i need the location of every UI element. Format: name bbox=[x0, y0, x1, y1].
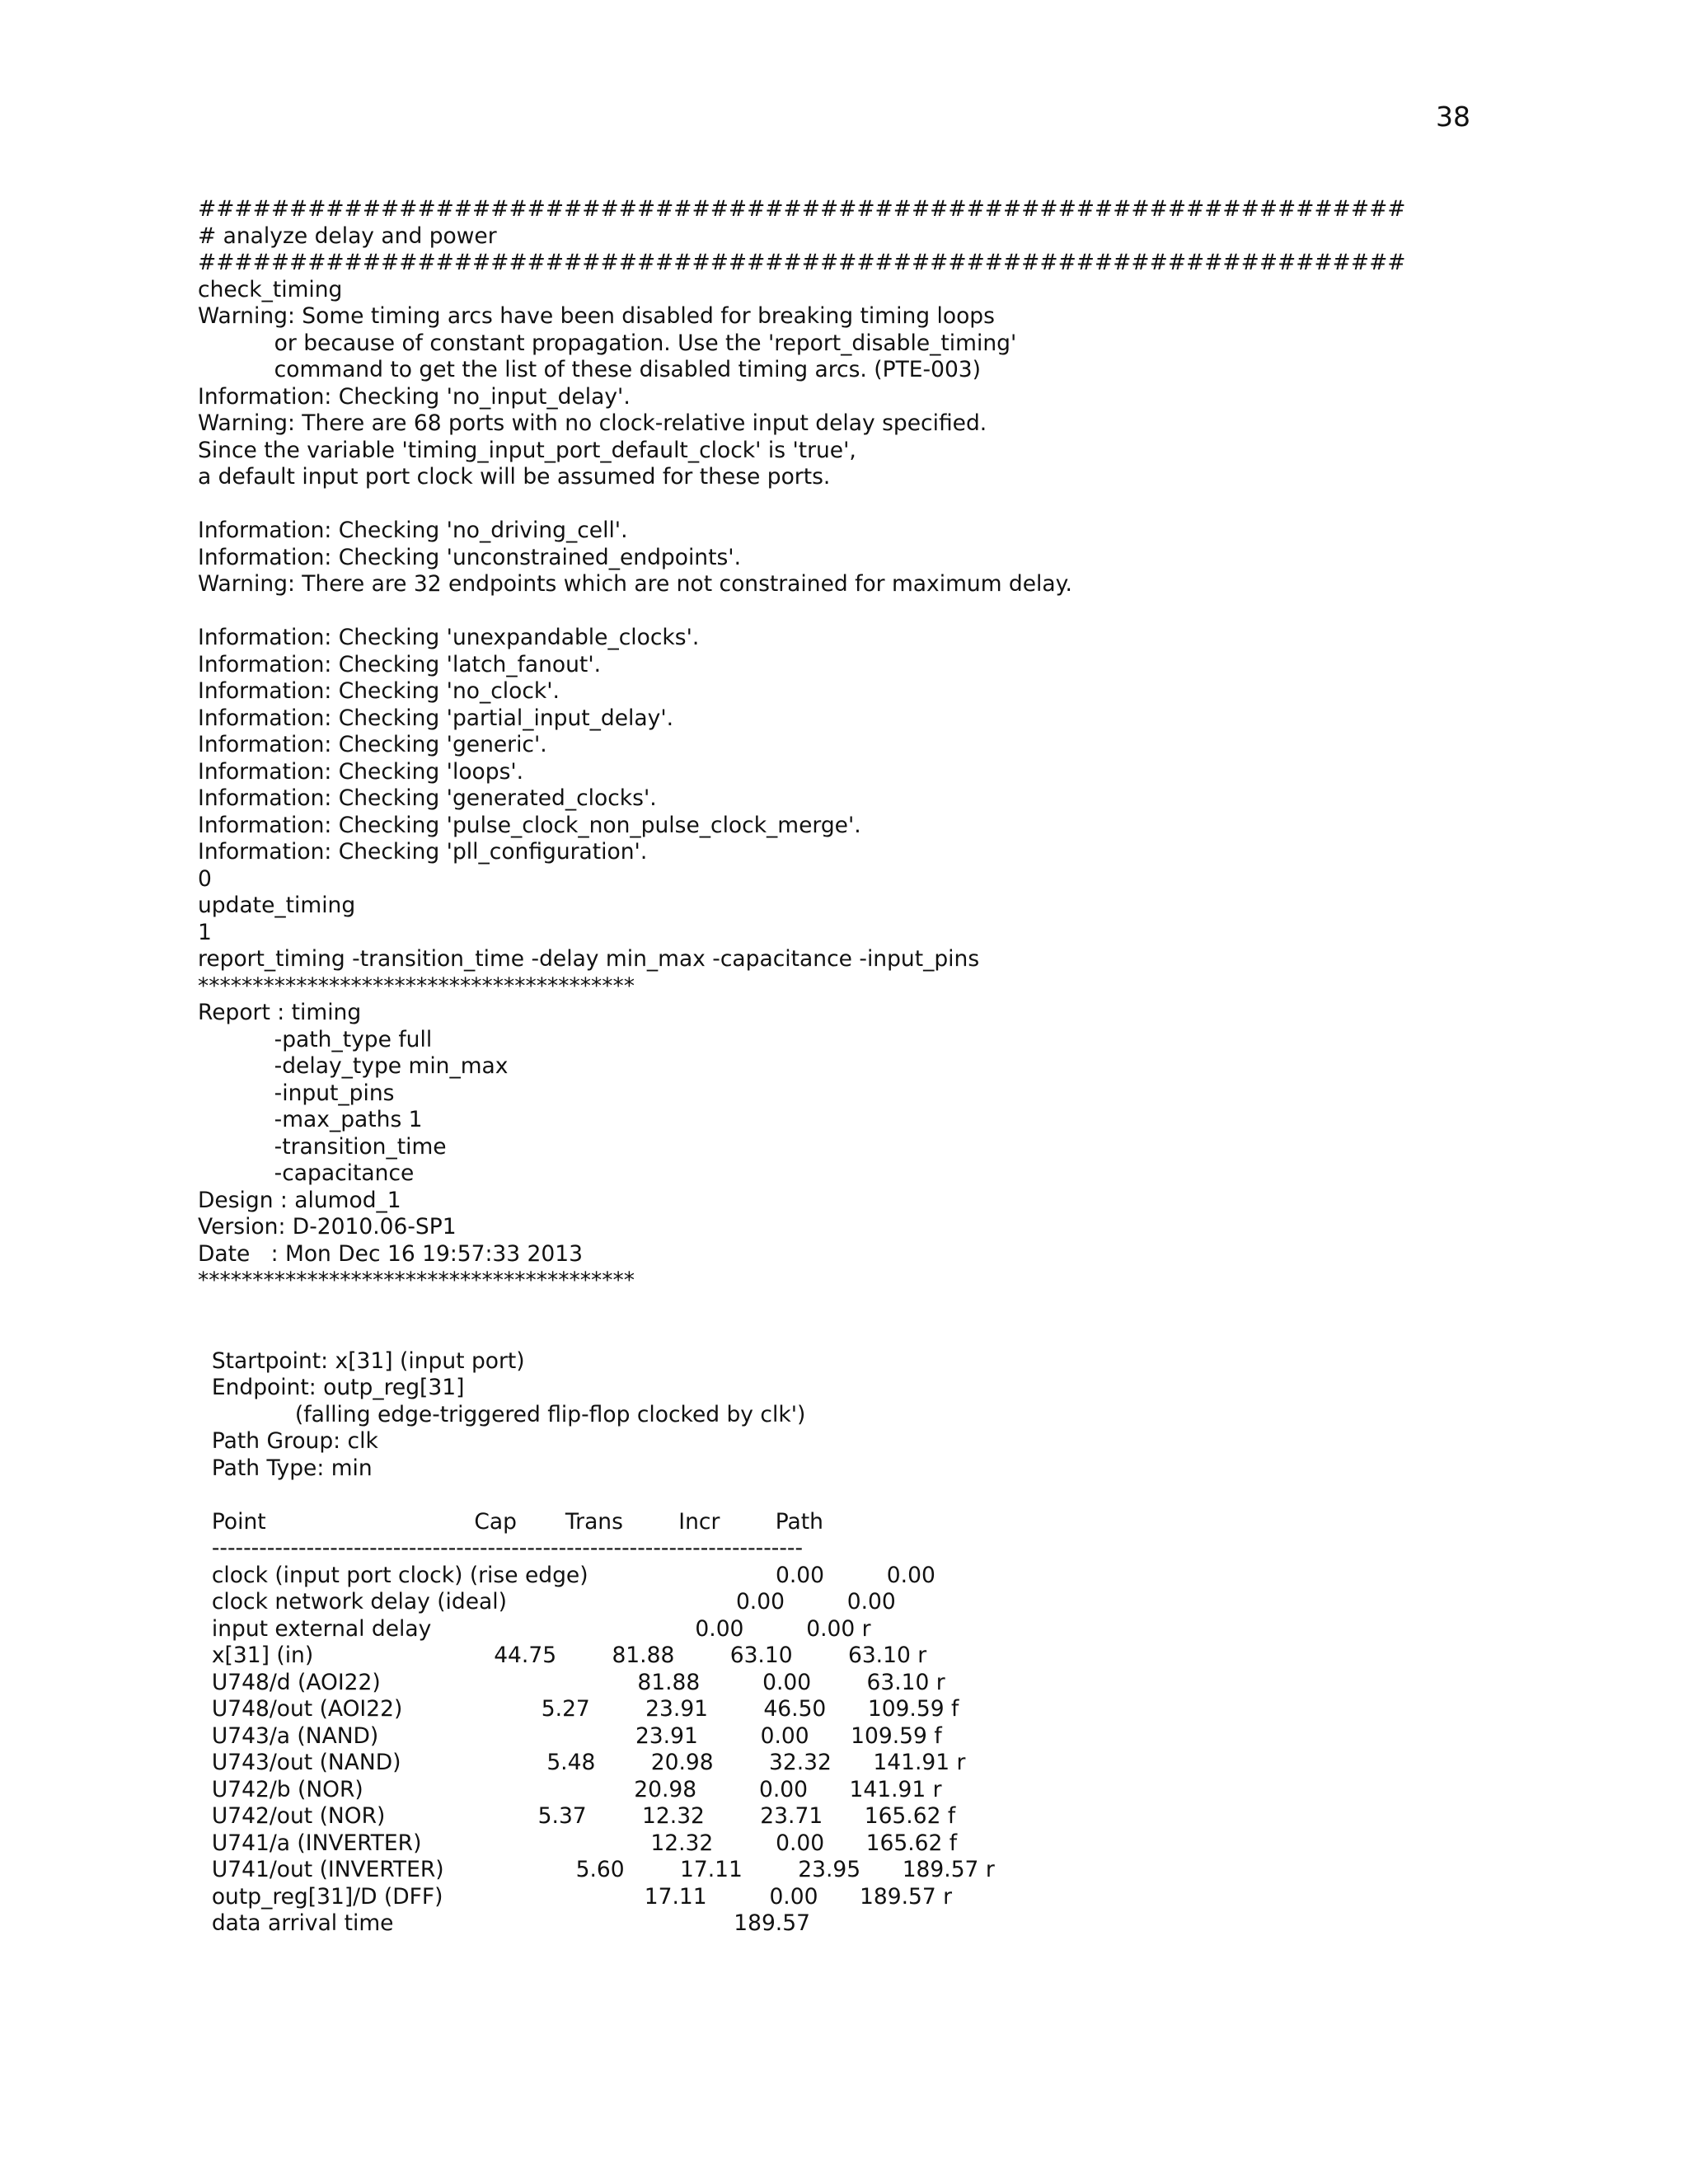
log-line: Information: Checking 'generic'. bbox=[198, 732, 547, 757]
log-line: U743/a (NAND) 23.91 0.00 109.59 f bbox=[198, 1722, 942, 1749]
log-line: Information: Checking 'no_driving_cell'. bbox=[198, 518, 628, 543]
blank-line bbox=[198, 598, 1599, 626]
log-line: -delay_type min_max bbox=[198, 1053, 509, 1079]
log-line: Date : Mon Dec 16 19:57:33 2013 bbox=[198, 1240, 583, 1267]
log-line: ################################################################## bbox=[198, 196, 1406, 222]
log-line: U748/out (AOI22) 5.27 23.91 46.50 109.59 f bbox=[198, 1696, 959, 1722]
log-line: U748/d (AOI22) 81.88 0.00 63.10 r bbox=[198, 1669, 945, 1695]
log-line: (falling edge-triggered flip-flop clocked by clk') bbox=[198, 1401, 806, 1427]
log-line: a default input port clock will be assumed for these ports. bbox=[198, 464, 831, 490]
terminal-log bbox=[198, 196, 1599, 1938]
log-line: report_timing -transition_time -delay min_max -capacitance -input_pins bbox=[198, 946, 980, 972]
log-line: clock (input port clock) (rise edge) 0.00 0.00 bbox=[198, 1562, 935, 1588]
log-line: U742/b (NOR) 20.98 0.00 141.91 r bbox=[198, 1776, 942, 1802]
page-number: 38 bbox=[1436, 101, 1470, 133]
log-line: Point Cap Trans Incr Path bbox=[198, 1508, 823, 1535]
log-line: Version: D-2010.06-SP1 bbox=[198, 1214, 457, 1240]
log-line: Information: Checking 'unconstrained_endpoints'. bbox=[198, 544, 742, 570]
log-line: Since the variable 'timing_input_port_default_clock' is 'true', bbox=[198, 437, 856, 463]
log-line: or because of constant propagation. Use the 'report_disable_timing' bbox=[198, 330, 1017, 356]
log-line: -transition_time bbox=[198, 1133, 447, 1160]
log-line: ################################################################## bbox=[198, 250, 1406, 275]
log-line: Information: Checking 'pll_configuration'. bbox=[198, 839, 648, 865]
log-line: U743/out (NAND) 5.48 20.98 32.32 141.91 r bbox=[198, 1750, 966, 1775]
log-line: Warning: There are 32 endpoints which are not constrained for maximum delay. bbox=[198, 571, 1072, 597]
log-line: clock network delay (ideal) 0.00 0.00 bbox=[198, 1589, 896, 1615]
log-line: Information: Checking 'no_input_delay'. bbox=[198, 383, 631, 410]
log-line: 0 bbox=[198, 865, 212, 892]
log-line: -max_paths 1 bbox=[198, 1107, 423, 1132]
log-line: Design : alumod_1 bbox=[198, 1187, 401, 1213]
log-line: Information: Checking 'partial_input_delay'. bbox=[198, 705, 674, 731]
log-line: Endpoint: outp_reg[31] bbox=[198, 1375, 465, 1400]
log-line: **************************************** bbox=[198, 1268, 635, 1293]
blank-line bbox=[198, 1321, 1599, 1348]
log-line: U741/out (INVERTER) 5.60 17.11 23.95 189.57 r bbox=[198, 1857, 995, 1882]
log-line: **************************************** bbox=[198, 972, 635, 999]
log-line: Information: Checking 'generated_clocks'. bbox=[198, 785, 657, 811]
log-line: check_timing bbox=[198, 276, 343, 302]
log-line: data arrival time 189.57 bbox=[198, 1910, 810, 1936]
log-line: Startpoint: x[31] (input port) bbox=[198, 1347, 525, 1374]
log-line: Report : timing bbox=[198, 1000, 362, 1025]
log-line: Path Type: min bbox=[198, 1455, 373, 1481]
log-line: Warning: There are 68 ports with no clock-relative input delay specified. bbox=[198, 410, 987, 436]
blank-line bbox=[198, 1482, 1599, 1509]
log-line: Information: Checking 'loops'. bbox=[198, 758, 524, 785]
log-line: --------------------------------------------------------------------------- bbox=[198, 1535, 804, 1561]
log-line: U741/a (INVERTER) 12.32 0.00 165.62 f bbox=[198, 1830, 958, 1856]
log-line: 1 bbox=[198, 919, 212, 945]
log-line: update_timing bbox=[198, 893, 356, 918]
log-line: -path_type full bbox=[198, 1026, 433, 1052]
log-line: command to get the list of these disabled timing arcs. (PTE-003) bbox=[198, 357, 982, 382]
log-line: U742/out (NOR) 5.37 12.32 23.71 165.62 f bbox=[198, 1803, 956, 1829]
blank-line bbox=[198, 1295, 1599, 1322]
log-line: outp_reg[31]/D (DFF) 17.11 0.00 189.57 r bbox=[198, 1883, 953, 1910]
log-line: input external delay 0.00 0.00 r bbox=[198, 1615, 871, 1642]
log-line: Information: Checking 'no_clock'. bbox=[198, 678, 560, 704]
log-line: Information: Checking 'unexpandable_clocks'. bbox=[198, 625, 700, 650]
log-line: Information: Checking 'pulse_clock_non_pulse_clock_merge'. bbox=[198, 812, 861, 838]
log-line: Warning: Some timing arcs have been disabled for breaking timing loops bbox=[198, 303, 995, 329]
log-line: Information: Checking 'latch_fanout'. bbox=[198, 651, 602, 677]
log-line: -input_pins bbox=[198, 1080, 395, 1106]
log-line: -capacitance bbox=[198, 1160, 415, 1186]
log-line: x[31] (in) 44.75 81.88 63.10 63.10 r bbox=[198, 1643, 927, 1668]
log-line: # analyze delay and power bbox=[198, 223, 497, 249]
blank-line bbox=[198, 491, 1599, 518]
log-line: Path Group: clk bbox=[198, 1428, 378, 1454]
